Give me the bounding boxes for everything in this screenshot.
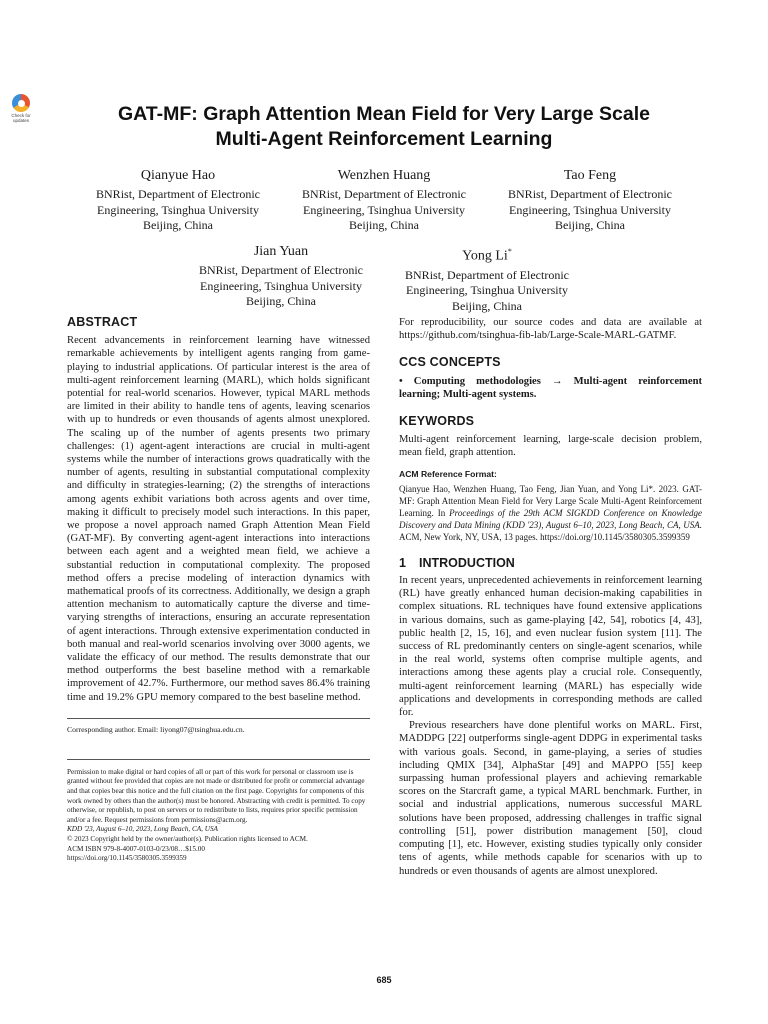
author-affiliation: Engineering, Tsinghua University	[97, 202, 259, 217]
ccs-heading: CCS CONCEPTS	[399, 355, 501, 370]
author-affiliation: BNRist, Department of Electronic	[508, 187, 672, 201]
author-block	[487, 166, 693, 234]
left-column	[67, 316, 370, 864]
isbn-line: ACM ISBN 979-8-4007-0103-0/23/08…$15.00	[67, 844, 205, 853]
author-affiliation: BNRist, Department of Electronic	[302, 187, 466, 201]
author-affiliation: BNRist, Department of Electronic	[405, 267, 569, 282]
intro-paragraph-2: Previous researchers have done plentiful works on MARL. First, MADDPG [22] outperforms single-agent DDPG in experimental tasks with various goals. Second, in game-playing, a series of studies including QMIX [34], AlphaStar [49] and MAPPO [55] keep surpassing human professional players and achieving remarkable scores on the Starcraft game, a typical MARL benchmark. Further, in social and industrial applications, numerous successful MARL solutions have been proposed, addressing challenges in traffic signal controlling [51], power distribution management [50], cloud computing [1], etc. However, existing studies typically only consider tens of agents, while methods capable for scenarios with up to hundreds or even thousands of agents are almost unexplored.	[399, 720, 702, 877]
badge-label: Check for updates	[11, 113, 31, 123]
reproducibility-note[interactable]: For reproducibility, our source codes and data are available at https://github.com/tsinghua-fib-lab/Large-Scale-MARL-GATMF.	[399, 317, 702, 342]
conference-line: KDD '23, August 6–10, 2023, Long Beach, CA, USA	[67, 825, 218, 834]
keywords-heading: KEYWORDS	[399, 414, 475, 429]
permission-block	[67, 768, 370, 864]
permission-divider	[67, 759, 370, 760]
check-for-updates-badge[interactable]	[8, 94, 34, 124]
author-block	[178, 242, 384, 314]
author-location: Beijing, China	[555, 218, 625, 232]
author-location: Beijing, China	[452, 298, 522, 313]
author-affiliation: Engineering, Tsinghua University	[509, 202, 671, 217]
title-line-2: Multi-Agent Reinforcement Learning	[215, 128, 553, 150]
introduction-heading: 1 INTRODUCTION	[399, 555, 515, 570]
copyright-line: © 2023 Copyright held by the owner/author(s). Publication rights licensed to ACM.	[67, 835, 308, 844]
corresponding-mark: *	[507, 247, 512, 256]
author-name: Wenzhen Huang	[337, 168, 431, 183]
author-affiliation: BNRist, Department of Electronic	[199, 263, 363, 277]
author-row-1	[0, 166, 768, 234]
acm-reference-label: ACM Reference Format:	[399, 468, 497, 479]
corresponding-author-note: Corresponding author. Email: liyong07@tsinghua.edu.cn.	[67, 724, 245, 734]
page-number: 685	[376, 975, 392, 985]
author-name: Yong Li*	[462, 247, 512, 264]
crossmark-icon	[12, 94, 30, 112]
author-name: Jian Yuan	[253, 244, 309, 259]
author-name: Qianyue Hao	[140, 168, 216, 183]
acm-reference: Qianyue Hao, Wenzhen Huang, Tao Feng, Jian Yuan, and Yong Li*. 2023. GAT-MF: Graph Attention Mean Field for Very Large Scale Multi-Agent Reinforcement Learning. In Proceedings of the 29th ACM SIGKDD Conference on Knowledge Discovery and Data Mining (KDD '23), August 6–10, 2023, Long Beach, CA, USA. ACM, New York, NY, USA, 13 pages. https://doi.org/10.1145/3580305.3599359	[399, 483, 703, 542]
author-block	[75, 166, 281, 234]
right-column	[399, 316, 702, 878]
doi-link[interactable]: https://doi.org/10.1145/3580305.3599359	[67, 854, 187, 863]
author-affiliation: Engineering, Tsinghua University	[200, 278, 362, 293]
author-location: Beijing, China	[349, 218, 419, 232]
title-line-1: GAT-MF: Graph Attention Mean Field for Very Large Scale	[118, 103, 650, 125]
keywords-text: Multi-agent reinforcement learning, large-scale decision problem, mean field, graph attention.	[399, 434, 702, 459]
author-block	[384, 242, 590, 314]
author-block	[281, 166, 487, 234]
author-location: Beijing, China	[143, 218, 213, 232]
abstract-text: Recent advancements in reinforcement learning have witnessed remarkable achievements by intelligent agents ranging from game-playing to industrial applications. Of particular interest is the area of multi-agent reinforcement learning (MARL), which holds significant potential for real-world scenarios. However, typical MARL methods are limited in their ability to handle tens of agents, leaving scenarios with up to hundreds or even thousands of agents almost unexplored. The scaling up of the number of agents presents two primary challenges: (1) agent-agent interactions are crucial in multi-agent systems while the number of interactions grows quadratically with the number of agents, resulting in substantial computational complexity and difficulty in strategies-learning; (2) the strengths of interactions among agents exhibit variations both across agents and over time, making it difficult to precisely model such interactions. In this paper, we propose a novel approach named Graph Attention Mean Field (GAT-MF). By converting agent-agent interactions into interactions between each agent and a weighted mean field, we achieve a substantial reduction in computational complexity. The proposed method offers a precise modeling of interaction dynamics with mathematical proofs of its correctness. Additionally, we design a graph attention mechanism to automatically capture the diverse and time-varying strengths of interactions, ensuring an accurate representation of agent interactions. Through extensive experimentation conducted in both manual and real-world scenarios involving over 3000 agents, we validate the efficacy of our method. The results demonstrate that our method outperforms the best baseline method with a remarkable improvement of 42.7%. Furthermore, our method saves 86.4% training time and 19.2% GPU memory compared to the best baseline method.	[67, 335, 370, 703]
footnote-divider	[67, 718, 370, 719]
author-affiliation: Engineering, Tsinghua University	[303, 202, 465, 217]
intro-paragraph-1: In recent years, unprecedented achievements in reinforcement learning (RL) have greatly enhanced human decision-making capabilities in complex situations. RL techniques have found extensive applications in various domains, such as game-playing [42, 54], robotics [4, 43], public health [2, 15, 16], and even nuclear fusion system [11]. The success of RL predominantly centers on single-agent scenarios, while in the real world, systems often comprise multiple agents, and interactions among these agents play a crucial role. Consequently, multi-agent reinforcement learning (MARL) has especially wide applications and developments in corresponding methods are called for.	[399, 575, 702, 719]
abstract-heading: ABSTRACT	[67, 315, 138, 329]
permission-text: Permission to make digital or hard copies of all or part of this work for personal or classroom use is granted without fee provided that copies are not made or distributed for profit or commercial advantage and that copies bear this notice and the full citation on the first page. Copyrights for components of this work owned by others than the author(s) must be honored. Abstracting with credit is permitted. To copy otherwise, or republish, to post on servers or to redistribute to lists, requires prior specific permission and/or a fee. Request permissions from permissions@acm.org.	[67, 767, 366, 824]
paper-title	[60, 102, 708, 152]
author-row-2	[0, 242, 768, 314]
ccs-concepts: • Computing methodologies → Multi-agent reinforcement learning; Multi-agent systems.	[399, 375, 702, 400]
author-name: Tao Feng	[563, 168, 617, 183]
author-affiliation: BNRist, Department of Electronic	[96, 187, 260, 201]
author-location: Beijing, China	[246, 294, 316, 308]
author-affiliation: Engineering, Tsinghua University	[406, 283, 568, 298]
